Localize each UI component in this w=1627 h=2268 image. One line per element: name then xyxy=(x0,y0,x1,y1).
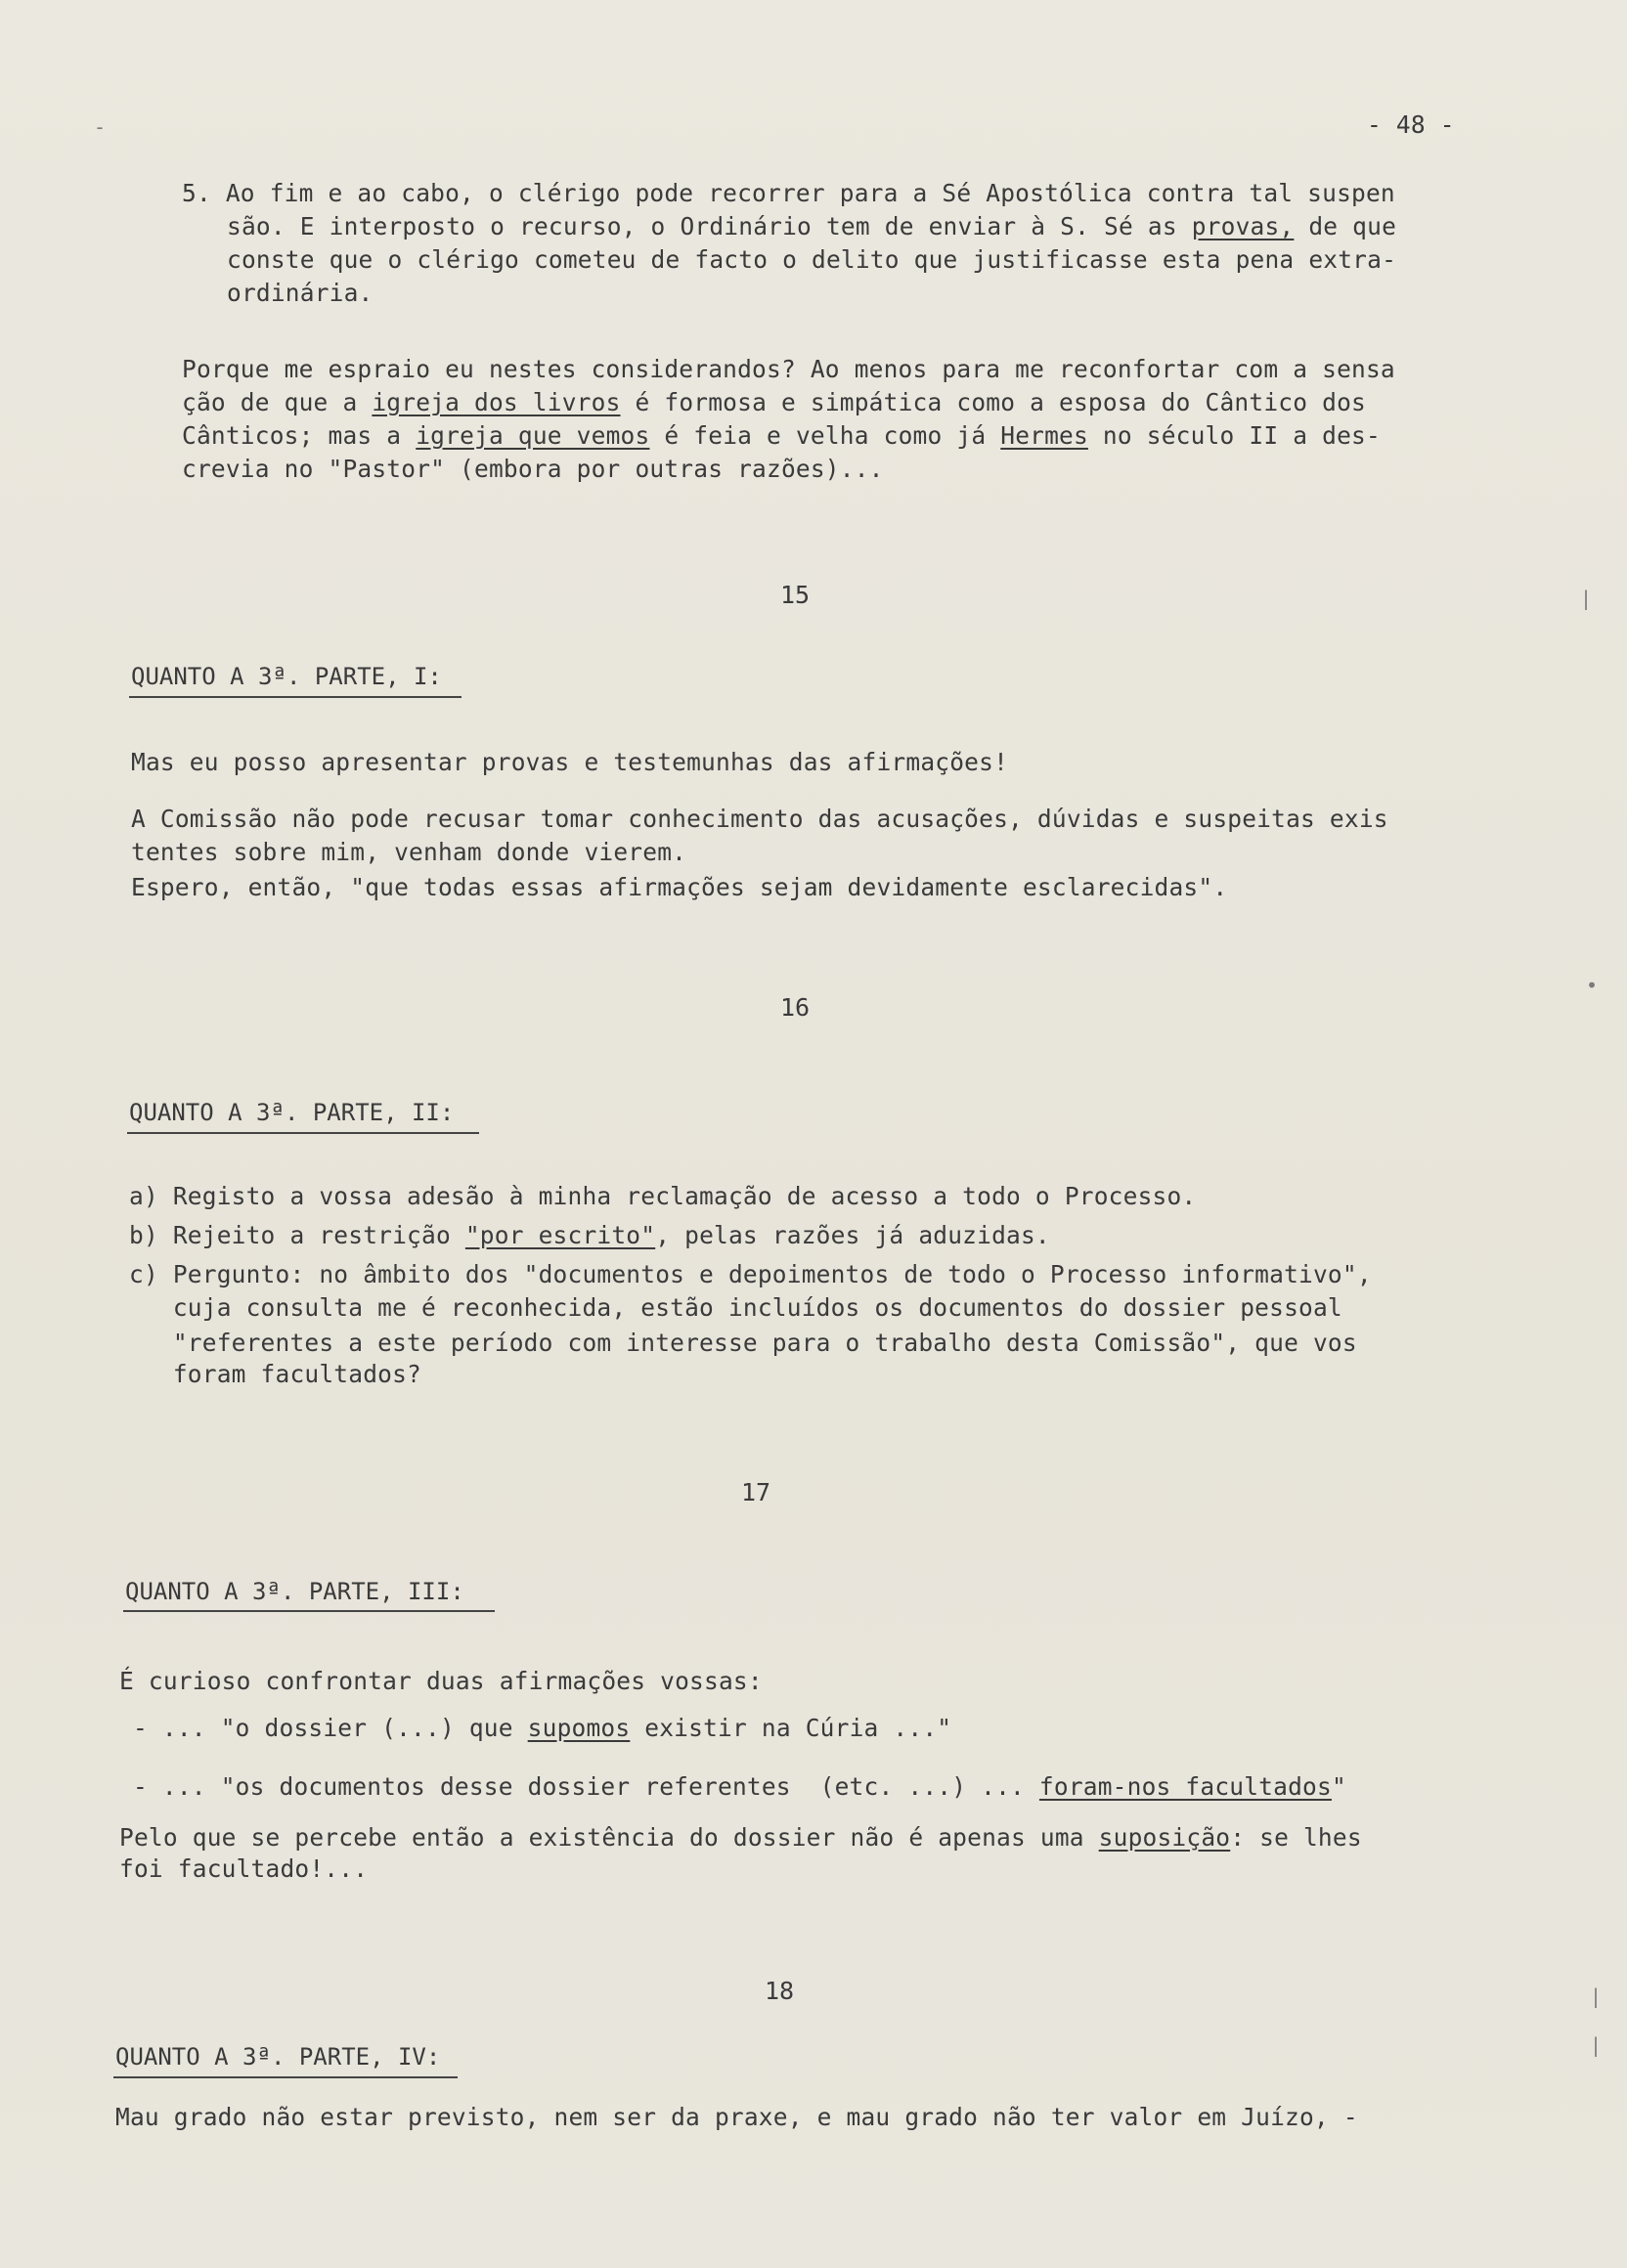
sec18-para-line-1: Mau grado não estar previsto, nem ser da praxe, e mau grado não ter valor em Juízo, - xyxy=(115,2103,1358,2131)
underlined-text: suposição xyxy=(1098,1823,1231,1852)
text-run: é feia e velha como já xyxy=(649,421,1001,450)
sec15-para-2-line-3: Espero, então, "que todas essas afirmações sejam devidamente esclarecidas". xyxy=(131,873,1228,901)
text-run: de que xyxy=(1294,212,1397,240)
sec15-para-1: Mas eu posso apresentar provas e testemunhas das afirmações! xyxy=(131,748,1009,776)
margin-mark: • xyxy=(1586,974,1599,997)
section-heading-15: QUANTO A 3ª. PARTE, I: xyxy=(131,663,442,690)
margin-mark: - xyxy=(94,115,107,139)
heading-underline xyxy=(113,2076,458,2078)
section-heading-16: QUANTO A 3ª. PARTE, II: xyxy=(129,1099,455,1126)
text-run: cuja consulta me é reconhecida, estão incluídos os documentos do dossier pessoal xyxy=(129,1293,1342,1322)
sec16-item-c-line-3 xyxy=(129,1328,1357,1359)
text-run: a) Registo a vossa adesão à minha reclamação de acesso a todo o Processo. xyxy=(129,1182,1197,1210)
margin-mark: | xyxy=(1590,2033,1603,2057)
text-run: " xyxy=(1331,1772,1346,1801)
underlined-text: provas, xyxy=(1191,212,1295,240)
section-number-15: 15 xyxy=(780,581,811,609)
porque-line-3 xyxy=(182,420,1381,452)
underlined-text: "por escrito" xyxy=(464,1221,656,1249)
section-heading-17: QUANTO A 3ª. PARTE, III: xyxy=(125,1578,464,1605)
text-run: existir na Cúria ..." xyxy=(630,1714,952,1742)
sec17-quote-1 xyxy=(133,1713,951,1744)
text-run: foi facultado!... xyxy=(119,1854,369,1883)
sec17-para-line-1 xyxy=(119,1822,1362,1854)
text-run: são. E interposto o recurso, o Ordinário tem de enviar à S. Sé as xyxy=(227,212,1192,240)
sec16-item-c-line-4 xyxy=(129,1359,421,1390)
porque-line-4 xyxy=(182,454,884,485)
text-run: : se lhes xyxy=(1230,1823,1362,1852)
item5-line-2 xyxy=(227,211,1396,242)
text-run: "referentes a este período com interesse para o trabalho desta Comissão", que vos xyxy=(129,1329,1357,1357)
text-run: no século II a des- xyxy=(1087,421,1381,450)
text-run: foram facultados? xyxy=(129,1360,422,1388)
text-run: Porque me espraio eu nestes considerandos? Ao menos para me reconfortar com a sensa xyxy=(182,355,1395,383)
text-run: ordinária. xyxy=(227,279,374,307)
text-run: - ... "os documentos desse dossier referentes (etc. ...) ... xyxy=(133,1772,1039,1801)
text-run: Pelo que se percebe então a existência do dossier não é apenas uma xyxy=(119,1823,1099,1852)
heading-underline xyxy=(129,696,462,698)
section-number-17: 17 xyxy=(741,1478,771,1506)
margin-mark: | xyxy=(1590,1984,1603,2008)
section-number-18: 18 xyxy=(765,1977,795,2005)
page-number: - 48 - xyxy=(1367,110,1455,139)
item5-line-4 xyxy=(227,278,374,309)
porque-line-2 xyxy=(182,387,1366,418)
text-run: ção de que a xyxy=(182,388,373,416)
heading-underline xyxy=(123,1610,495,1612)
text-run: Cânticos; mas a xyxy=(182,421,417,450)
section-number-16: 16 xyxy=(780,993,811,1022)
sec16-item-c-line-1 xyxy=(129,1259,1372,1290)
text-run: é formosa e simpática como a esposa do Cântico dos xyxy=(620,388,1366,416)
text-run: - ... "o dossier (...) que xyxy=(133,1714,528,1742)
sec17-para-line-2 xyxy=(119,1854,368,1885)
sec16-item-b xyxy=(129,1220,1050,1251)
item5-line-3 xyxy=(227,244,1396,276)
sec17-intro: É curioso confrontar duas afirmações vossas: xyxy=(119,1667,763,1695)
underlined-text: supomos xyxy=(527,1714,631,1742)
text-run: crevia no "Pastor" (embora por outras razões)... xyxy=(182,455,884,483)
sec17-quote-2 xyxy=(133,1771,1346,1803)
text-run: c) Pergunto: no âmbito dos "documentos e depoimentos de todo o Processo informativo", xyxy=(129,1260,1372,1288)
text-run: b) Rejeito a restrição xyxy=(129,1221,465,1249)
underlined-text: Hermes xyxy=(1000,421,1088,450)
sec15-para-2-line-2: tentes sobre mim, venham donde vierem. xyxy=(131,838,687,866)
underlined-text: igreja que vemos xyxy=(416,421,650,450)
sec15-para-2-line-1: A Comissão não pode recusar tomar conhecimento das acusações, dúvidas e suspeitas exis xyxy=(131,805,1388,833)
underlined-text: igreja dos livros xyxy=(372,388,621,416)
margin-mark: | xyxy=(1580,587,1593,610)
item5-line-1 xyxy=(182,178,1395,209)
underlined-text: foram-nos facultados xyxy=(1038,1772,1332,1801)
text-run: conste que o clérigo cometeu de facto o delito que justificasse esta pena extra- xyxy=(227,245,1397,274)
heading-underline xyxy=(127,1132,479,1134)
text-run: , pelas razões já aduzidas. xyxy=(655,1221,1050,1249)
section-heading-18: QUANTO A 3ª. PARTE, IV: xyxy=(115,2043,441,2071)
text-run: 5. Ao fim e ao cabo, o clérigo pode recorrer para a Sé Apostólica contra tal suspen xyxy=(182,179,1395,207)
sec16-item-c-line-2 xyxy=(129,1292,1342,1324)
sec16-item-a xyxy=(129,1181,1196,1212)
porque-line-1 xyxy=(182,354,1395,385)
